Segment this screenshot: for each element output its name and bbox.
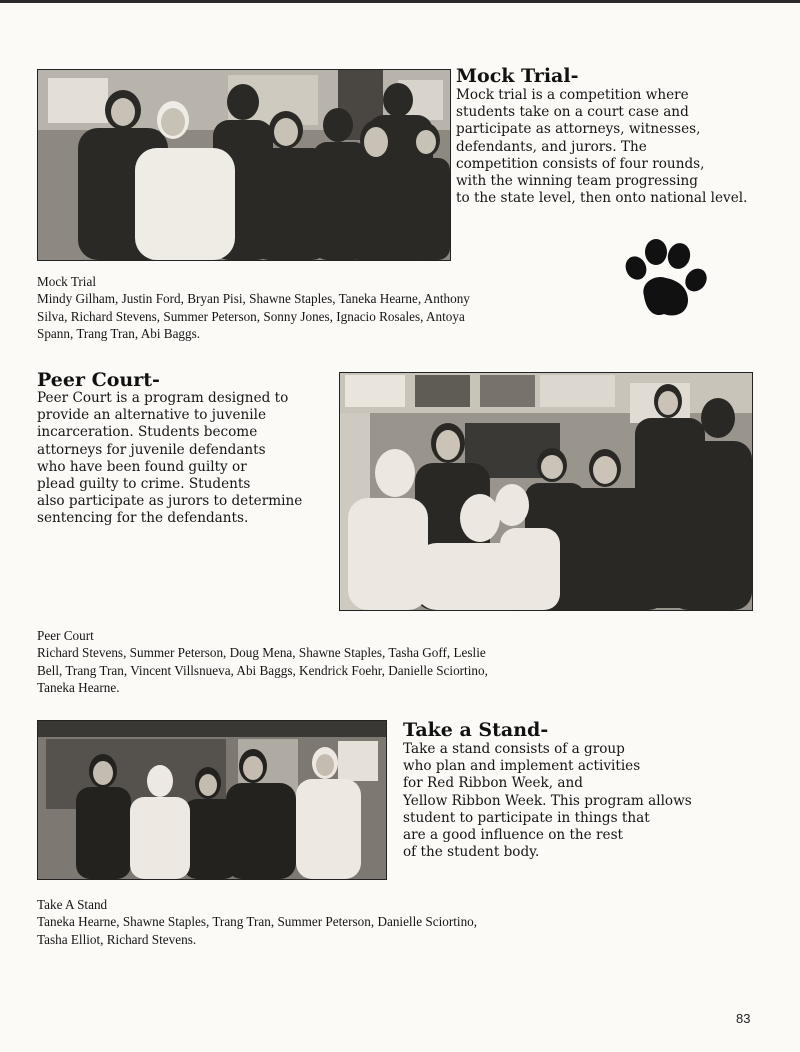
peer-court-caption <box>37 627 488 696</box>
mock-trial-caption <box>37 273 470 342</box>
mock-trial-line-2: students take on a court case and <box>456 104 689 121</box>
take-a-stand-line-5: student to participate in things that <box>403 809 650 826</box>
peer-court-line-5: who have been found guilty or <box>37 458 247 475</box>
take-a-stand-caption-line-1: Taneka Hearne, Shawne Staples, Trang Tran, Summer Peterson, Danielle Sciortino, <box>37 914 478 930</box>
mock-trial-line-5: competition consists of four rounds, <box>456 155 705 172</box>
page-top-rule <box>0 0 800 3</box>
peer-court-line-6: plead guilty to crime. Students <box>37 476 251 493</box>
take-a-stand-line-2: who plan and implement activities <box>403 758 641 775</box>
take-a-stand-line-3: for Red Ribbon Week, and <box>403 775 583 792</box>
peer-court-caption-line-2: Bell, Trang Tran, Vincent Villsnueva, Abi Baggs, Kendrick Foehr, Danielle Sciortino, <box>37 662 488 678</box>
mock-trial-line-6: with the winning team progressing <box>456 173 698 190</box>
peer-court-line-8: sentencing for the defendants. <box>37 510 249 527</box>
page-number: 83 <box>736 1011 751 1026</box>
take-a-stand-line-4: Yellow Ribbon Week. This program allows <box>403 792 692 809</box>
mock-trial-photo <box>37 69 451 261</box>
mock-trial-line-4: defendants, and jurors. The <box>456 138 647 155</box>
peer-court-description <box>37 390 302 528</box>
take-a-stand-line-7: of the student body. <box>403 844 540 861</box>
peer-court-caption-line-1: Richard Stevens, Summer Peterson, Doug Mena, Shawne Staples, Tasha Goff, Leslie <box>37 645 486 661</box>
mock-trial-line-3: participate as attorneys, witnesses, <box>456 121 701 138</box>
mock-trial-heading: Mock Trial- <box>456 65 579 87</box>
mock-trial-line-1: Mock trial is a competition where <box>456 87 689 103</box>
take-a-stand-photo <box>37 720 387 880</box>
peer-court-line-1: Peer Court is a program designed to <box>37 390 289 406</box>
mock-trial-caption-line-3: Spann, Trang Tran, Abi Baggs. <box>37 325 201 341</box>
mock-trial-caption-title: Mock Trial <box>37 274 96 289</box>
peer-court-line-3: incarceration. Students become <box>37 424 258 441</box>
take-a-stand-line-1: Take a stand consists of a group <box>403 741 625 757</box>
peer-court-photo <box>339 372 753 611</box>
take-a-stand-heading: Take a Stand- <box>403 719 549 741</box>
mock-trial-line-7: to the state level, then onto national level. <box>456 190 748 207</box>
peer-court-caption-title: Peer Court <box>37 628 94 643</box>
peer-court-line-4: attorneys for juvenile defendants <box>37 441 266 458</box>
take-a-stand-caption <box>37 896 477 948</box>
take-a-stand-caption-line-2: Tasha Elliot, Richard Stevens. <box>37 931 197 947</box>
peer-court-heading: Peer Court- <box>37 369 160 391</box>
peer-court-line-2: provide an alternative to juvenile <box>37 407 266 424</box>
take-a-stand-caption-title: Take A Stand <box>37 897 108 912</box>
mock-trial-caption-line-2: Silva, Richard Stevens, Summer Peterson, Sonny Jones, Ignacio Rosales, Antoya <box>37 308 465 324</box>
take-a-stand-description <box>403 741 692 861</box>
take-a-stand-line-6: are a good influence on the rest <box>403 827 624 844</box>
mock-trial-description <box>456 87 747 207</box>
mock-trial-caption-line-1: Mindy Gilham, Justin Ford, Bryan Pisi, Shawne Staples, Taneka Hearne, Anthony <box>37 291 470 307</box>
peer-court-line-7: also participate as jurors to determine <box>37 493 303 510</box>
paw-print-icon <box>622 238 708 322</box>
peer-court-caption-line-3: Taneka Hearne. <box>37 679 120 695</box>
